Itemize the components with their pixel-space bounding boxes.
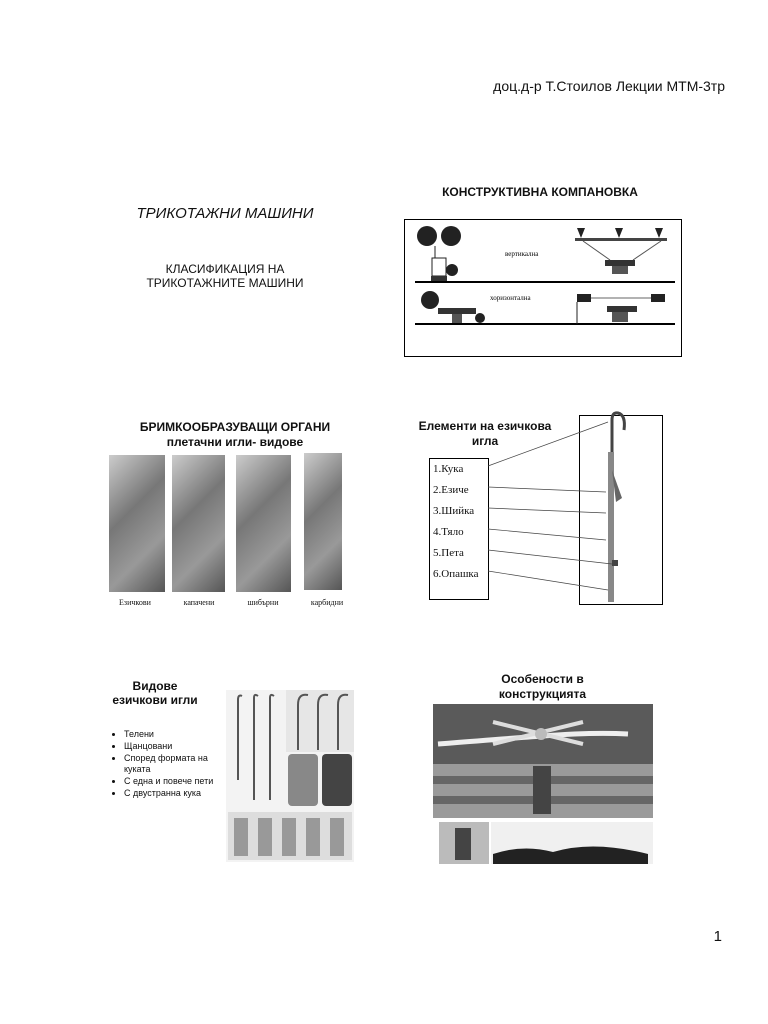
slide-3-title-line2: плетачни игли- видове — [166, 435, 304, 449]
needle-photo-latch — [109, 455, 165, 592]
label-vertical: вертикална — [505, 250, 539, 258]
needle-types-list — [112, 729, 234, 800]
needle-types-image — [226, 690, 354, 862]
slide-4-title-line1: Елементи на езичкова — [418, 419, 552, 433]
part-neck: 3.Шийка — [433, 505, 475, 517]
part-tail: 6.Опашка — [433, 568, 479, 580]
slide-1-subtitle-line1: КЛАСИФИКАЦИЯ НА — [165, 262, 285, 276]
bobbin-icon — [417, 226, 437, 246]
slide-1-title: ТРИКОТАЖНИ МАШИНИ — [136, 205, 314, 222]
list-item: • Телени — [124, 729, 234, 740]
page-header: доц.д-р Т.Стоилов Лекции МТМ-3тр — [493, 78, 725, 94]
slide-1 — [100, 205, 350, 290]
slide-1-subtitle-line2: ТРИКОТАЖНИТЕ МАШИНИ — [146, 276, 304, 290]
needle-photo-bearded — [172, 455, 225, 592]
needle-photo-carbide — [304, 453, 342, 590]
caption-latch: Езичкови — [119, 598, 151, 607]
label-horizontal: хоризонтална — [490, 294, 531, 302]
list-item: • Според формата на куката — [124, 753, 234, 775]
slide-2-title: КОНСТРУКТИВНА КОМПАНОВКА — [442, 185, 638, 199]
list-item: • Щанцовани — [124, 741, 234, 752]
part-butt: 5.Пета — [433, 547, 464, 559]
caption-carbide: карбидни — [310, 598, 344, 607]
needle-photo-compound — [236, 455, 291, 592]
slide-5-title-line2: езичкови игли — [112, 693, 198, 707]
part-stem: 4.Тяло — [433, 526, 464, 538]
page-number: 1 — [713, 928, 722, 945]
list-item: • С двустранна кука — [124, 788, 234, 799]
caption-bearded: капачени — [183, 598, 215, 607]
slide-3-title-line1: БРИМКООБРАЗУВАЩИ ОРГАНИ — [139, 420, 331, 434]
machine-body — [432, 258, 446, 276]
list-item: • С една и повече пети — [124, 776, 234, 787]
needle-drawing-svg — [420, 410, 670, 610]
bobbin-icon — [441, 226, 461, 246]
slide-6-title-line2: конструкцията — [498, 687, 587, 701]
caption-compound: шибърни — [247, 598, 279, 607]
part-latch: 2.Езиче — [433, 484, 469, 496]
part-hook: 1.Кука — [433, 463, 464, 475]
layout-diagram-svg — [405, 220, 681, 356]
slide-4-title-line2: игла — [471, 434, 499, 448]
layout-diagram — [404, 219, 682, 357]
slide-5-title-line1: Видове — [132, 679, 178, 693]
construction-features-image — [433, 704, 653, 864]
slide-6-title-line1: Особености в — [501, 672, 584, 686]
